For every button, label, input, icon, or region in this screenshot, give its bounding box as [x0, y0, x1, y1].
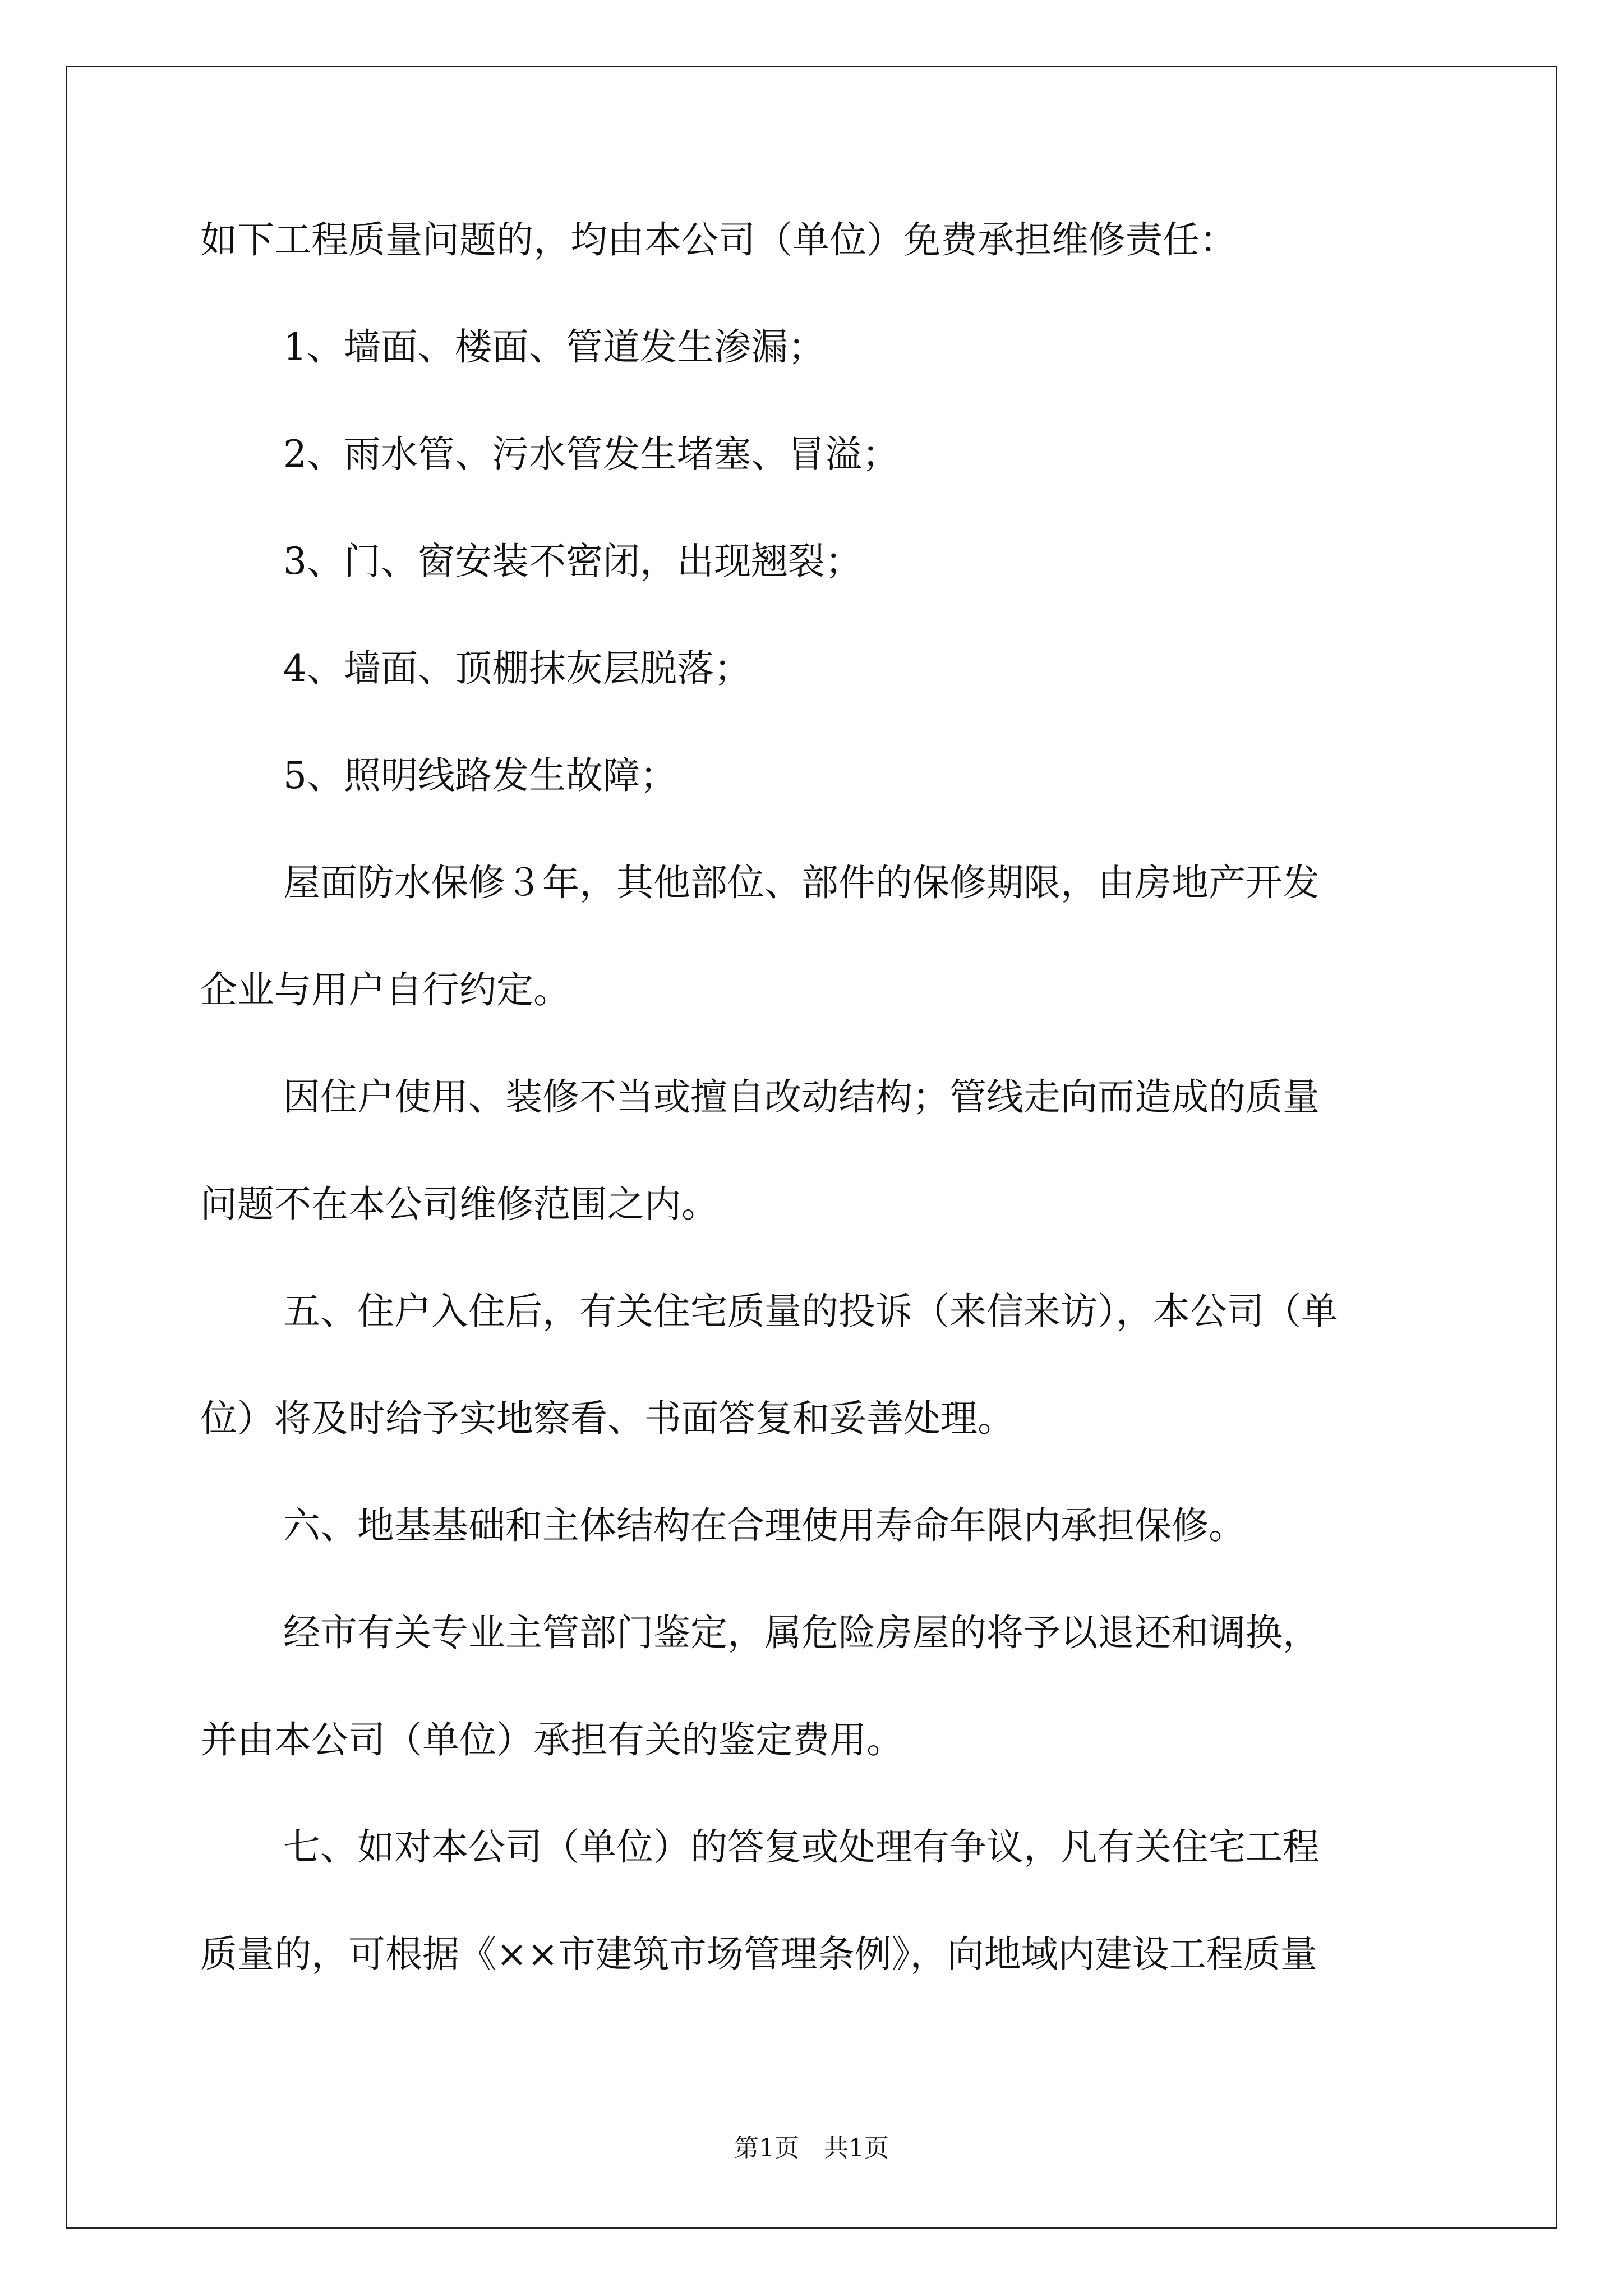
- text-line: 4、墙面、顶棚抹灰层脱落；: [283, 647, 751, 690]
- text-line: 质量的，可根据《××市建筑市场管理条例》，向地域内建设工程质量: [200, 1932, 1317, 1976]
- text-line: 屋面防水保修３年，其他部位、部件的保修期限，由房地产开发: [283, 861, 1320, 904]
- page-number: 第1页: [734, 2134, 799, 2162]
- text-line: 位）将及时给予实地察看、书面答复和妥善处理。: [200, 1397, 1015, 1440]
- page-total: 共1页: [824, 2134, 889, 2162]
- text-line: 因住户使用、装修不当或擅自改动结构；管线走向而造成的质量: [283, 1075, 1320, 1119]
- text-line: 企业与用户自行约定。: [200, 968, 570, 1011]
- text-line: 5、照明线路发生故障；: [283, 754, 677, 797]
- text-line: 2、雨水管、污水管发生堵塞、冒溢；: [283, 432, 899, 476]
- document-body: [200, 213, 1434, 2035]
- text-line: 经市有关专业主管部门鉴定，属危险房屋的将予以退还和调换，: [283, 1611, 1320, 1654]
- text-line: 并由本公司（单位）承担有关的鉴定费用。: [200, 1718, 903, 1761]
- text-line: 六、地基基础和主体结构在合理使用寿命年限内承担保修。: [283, 1504, 1246, 1547]
- text-line: 问题不在本公司维修范围之内。: [200, 1182, 718, 1226]
- text-line: 3、门、窗安装不密闭，出现翘裂；: [283, 540, 862, 583]
- text-line: 七、如对本公司（单位）的答复或处理有争议，凡有关住宅工程: [283, 1825, 1320, 1869]
- text-line: 五、住户入住后，有关住宅质量的投诉（来信来访），本公司（单: [283, 1290, 1338, 1333]
- text-line: 如下工程质量问题的，均由本公司（单位）免费承担维修责任：: [200, 218, 1237, 261]
- text-line: 1、墙面、楼面、管道发生渗漏；: [283, 325, 825, 369]
- page-footer: [0, 2132, 1623, 2165]
